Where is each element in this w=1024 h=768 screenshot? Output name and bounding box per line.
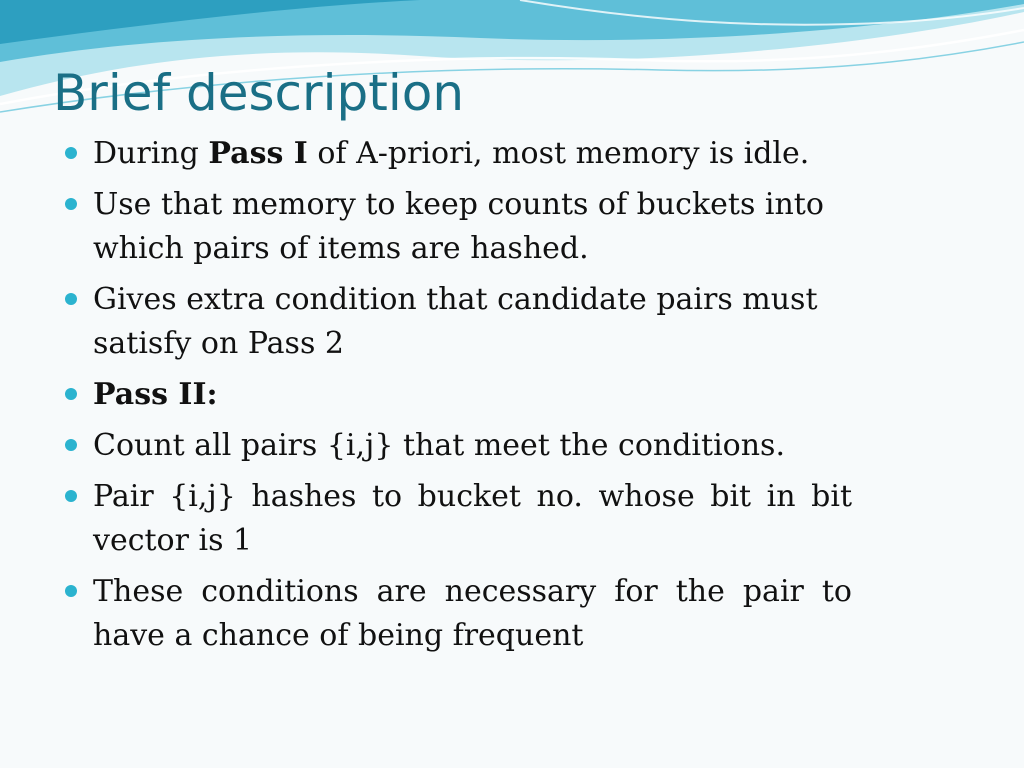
bullet-item <box>62 278 852 366</box>
bullet-text: These conditions are necessary for the pair to have a chance of being frequent <box>93 574 852 653</box>
bullet-list <box>62 132 852 665</box>
bullet-item <box>62 183 852 271</box>
slide-title: Brief description <box>53 64 465 122</box>
bullet-item <box>62 373 852 417</box>
bullet-bold-text: Pass I <box>208 136 308 171</box>
bullet-dot-icon <box>65 293 77 305</box>
bullet-bold-text: Pass II: <box>93 377 218 412</box>
bullet-dot-icon <box>65 147 77 159</box>
bullet-text: Use that memory to keep counts of buckets into which pairs of items are hashed. <box>93 187 824 266</box>
bullet-dot-icon <box>65 585 77 597</box>
bullet-text: Count all pairs {i,j} that meet the conditions. <box>93 428 785 463</box>
bullet-text: Gives extra condition that candidate pairs must satisfy on Pass 2 <box>93 282 818 361</box>
bullet-dot-icon <box>65 388 77 400</box>
bullet-item <box>62 132 852 176</box>
bullet-dot-icon <box>65 439 77 451</box>
bullet-item <box>62 424 852 468</box>
bullet-text: Pair {i,j} hashes to bucket no. whose bit in bit vector is 1 <box>93 479 852 558</box>
bullet-dot-icon <box>65 198 77 210</box>
bullet-dot-icon <box>65 490 77 502</box>
bullet-item <box>62 475 852 563</box>
bullet-text: During Pass I of A-priori, most memory is idle. <box>93 136 810 171</box>
bullet-item <box>62 570 852 658</box>
